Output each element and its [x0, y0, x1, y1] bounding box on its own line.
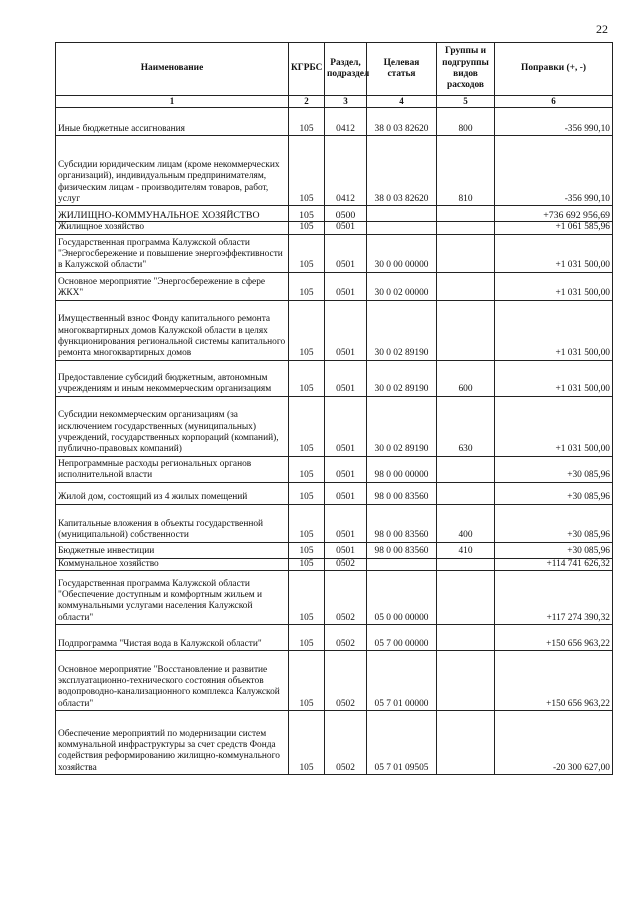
row-name: Бюджетные инвестиции: [56, 542, 289, 558]
row-target-article: 05 7 01 09505: [367, 711, 437, 775]
table-row: [56, 651, 613, 711]
row-target-article: 30 0 00 00000: [367, 234, 437, 272]
page-number: 22: [596, 22, 608, 36]
column-number: 5: [437, 96, 495, 108]
row-expense-group: 400: [437, 504, 495, 542]
row-section: 0501: [325, 234, 367, 272]
row-target-article: 98 0 00 83560: [367, 504, 437, 542]
row-target-article: 98 0 00 83560: [367, 482, 437, 504]
row-kgrbs: 105: [289, 571, 325, 625]
table-row: [56, 571, 613, 625]
row-section: 0501: [325, 456, 367, 482]
row-kgrbs: 105: [289, 558, 325, 570]
row-expense-group: 800: [437, 108, 495, 136]
row-expense-group: [437, 206, 495, 222]
row-kgrbs: 105: [289, 234, 325, 272]
row-amount: +736 692 956,69: [495, 206, 613, 222]
budget-amendments-table: [55, 42, 613, 775]
row-expense-group: [437, 222, 495, 234]
row-section: 0502: [325, 711, 367, 775]
row-section: 0502: [325, 571, 367, 625]
table-row: [56, 504, 613, 542]
row-kgrbs: 105: [289, 300, 325, 360]
row-expense-group: 810: [437, 136, 495, 206]
table-row: [56, 396, 613, 456]
row-expense-group: 630: [437, 396, 495, 456]
row-section: 0501: [325, 482, 367, 504]
header-kgrbs: КГРБС: [289, 43, 325, 96]
row-kgrbs: 105: [289, 625, 325, 651]
table-row: [56, 482, 613, 504]
row-kgrbs: 105: [289, 651, 325, 711]
row-amount: +1 031 500,00: [495, 396, 613, 456]
row-amount: +30 085,96: [495, 456, 613, 482]
row-section: 0500: [325, 206, 367, 222]
row-expense-group: [437, 234, 495, 272]
row-kgrbs: 105: [289, 136, 325, 206]
row-expense-group: [437, 482, 495, 504]
row-amount: +30 085,96: [495, 504, 613, 542]
column-number: 6: [495, 96, 613, 108]
row-target-article: 05 7 00 00000: [367, 625, 437, 651]
row-target-article: 30 0 02 89190: [367, 360, 437, 396]
row-name: Коммунальное хозяйство: [56, 558, 289, 570]
row-name: Обеспечение мероприятий по модернизации систем коммунальной инфраструктуры за счет средств Фонда содействия реформированию жилищно-коммунального хозяйства: [56, 711, 289, 775]
row-kgrbs: 105: [289, 456, 325, 482]
row-kgrbs: 105: [289, 542, 325, 558]
row-name: Капитальные вложения в объекты государственной (муниципальной) собственности: [56, 504, 289, 542]
table-row: [56, 272, 613, 300]
row-amount: +1 031 500,00: [495, 300, 613, 360]
row-name: Государственная программа Калужской области "Обеспечение доступным и комфортным жильем и коммунальными услугами населения Калужской области": [56, 571, 289, 625]
row-name: Жилищное хозяйство: [56, 222, 289, 234]
row-amount: +1 031 500,00: [495, 272, 613, 300]
table-row: [56, 136, 613, 206]
row-amount: +117 274 390,32: [495, 571, 613, 625]
row-expense-group: [437, 300, 495, 360]
row-expense-group: [437, 625, 495, 651]
row-name: Непрограммные расходы региональных органов исполнительной власти: [56, 456, 289, 482]
row-amount: +30 085,96: [495, 482, 613, 504]
row-section: 0501: [325, 396, 367, 456]
row-target-article: 30 0 02 89190: [367, 396, 437, 456]
table-row: [56, 542, 613, 558]
table-row: [56, 558, 613, 570]
row-name: Жилой дом, состоящий из 4 жилых помещений: [56, 482, 289, 504]
row-expense-group: [437, 651, 495, 711]
row-amount: +1 031 500,00: [495, 234, 613, 272]
row-name: Иные бюджетные ассигнования: [56, 108, 289, 136]
row-kgrbs: 105: [289, 711, 325, 775]
row-name: Предоставление субсидий бюджетным, автономным учреждениям и иным некоммерческим организациям: [56, 360, 289, 396]
row-name: Имущественный взнос Фонду капитального ремонта многоквартирных домов Калужской области в целях функционирования региональной системы капитального ремонта многоквартирных домов: [56, 300, 289, 360]
row-section: 0501: [325, 300, 367, 360]
row-amount: +150 656 963,22: [495, 651, 613, 711]
row-amount: +114 741 626,32: [495, 558, 613, 570]
row-kgrbs: 105: [289, 396, 325, 456]
table-row: [56, 108, 613, 136]
column-number: 3: [325, 96, 367, 108]
row-name: Основное мероприятие "Восстановление и развитие эксплуатационно-технического состояния объектов водопроводно-канализационного комплекса Калужской области": [56, 651, 289, 711]
row-section: 0412: [325, 108, 367, 136]
row-target-article: [367, 206, 437, 222]
row-section: 0502: [325, 558, 367, 570]
row-section: 0501: [325, 222, 367, 234]
row-kgrbs: 105: [289, 222, 325, 234]
row-amount: -356 990,10: [495, 136, 613, 206]
row-section: 0501: [325, 360, 367, 396]
row-kgrbs: 105: [289, 360, 325, 396]
header-amendments: Поправки (+, -): [495, 43, 613, 96]
table-row: [56, 625, 613, 651]
row-amount: +1 061 585,96: [495, 222, 613, 234]
row-name: Подпрограмма "Чистая вода в Калужской области": [56, 625, 289, 651]
row-target-article: 05 7 01 00000: [367, 651, 437, 711]
row-target-article: 30 0 02 89190: [367, 300, 437, 360]
row-section: 0501: [325, 272, 367, 300]
row-section: 0412: [325, 136, 367, 206]
row-amount: +1 031 500,00: [495, 360, 613, 396]
table-row: [56, 300, 613, 360]
row-expense-group: 600: [437, 360, 495, 396]
row-expense-group: [437, 272, 495, 300]
row-expense-group: [437, 456, 495, 482]
row-target-article: [367, 558, 437, 570]
row-amount: +150 656 963,22: [495, 625, 613, 651]
row-name: Государственная программа Калужской области "Энергосбережение и повышение энергоэффективности в Калужской области": [56, 234, 289, 272]
column-number: 2: [289, 96, 325, 108]
row-kgrbs: 105: [289, 482, 325, 504]
row-target-article: 38 0 03 82620: [367, 108, 437, 136]
row-kgrbs: 105: [289, 504, 325, 542]
row-kgrbs: 105: [289, 206, 325, 222]
row-amount: -20 300 627,00: [495, 711, 613, 775]
table-row: [56, 222, 613, 234]
header-name: Наименование: [56, 43, 289, 96]
table-row: [56, 711, 613, 775]
row-name: Субсидии юридическим лицам (кроме некоммерческих организаций), индивидуальным предпринимателям, физическим лицам - производителям товаров, работ, услуг: [56, 136, 289, 206]
row-target-article: 30 0 02 00000: [367, 272, 437, 300]
row-section: 0501: [325, 542, 367, 558]
row-section: 0501: [325, 504, 367, 542]
row-expense-group: [437, 711, 495, 775]
header-section: Раздел, подраздел: [325, 43, 367, 96]
row-section: 0502: [325, 625, 367, 651]
row-expense-group: 410: [437, 542, 495, 558]
row-expense-group: [437, 558, 495, 570]
row-name: Субсидии некоммерческим организациям (за исключением государственных (муниципальных) учреждений, государственных корпораций (компаний), публично-правовых компаний): [56, 396, 289, 456]
column-number: 1: [56, 96, 289, 108]
row-target-article: 05 0 00 00000: [367, 571, 437, 625]
header-expense-group: Группы и подгруппы видов расходов: [437, 43, 495, 96]
row-target-article: 98 0 00 83560: [367, 542, 437, 558]
column-number: 4: [367, 96, 437, 108]
row-section: 0502: [325, 651, 367, 711]
row-kgrbs: 105: [289, 272, 325, 300]
row-expense-group: [437, 571, 495, 625]
row-amount: +30 085,96: [495, 542, 613, 558]
row-name: ЖИЛИЩНО-КОММУНАЛЬНОЕ ХОЗЯЙСТВО: [56, 206, 289, 222]
row-target-article: [367, 222, 437, 234]
row-amount: -356 990,10: [495, 108, 613, 136]
table-row: [56, 360, 613, 396]
row-name: Основное мероприятие "Энергосбережение в сфере ЖКХ": [56, 272, 289, 300]
table-row: [56, 234, 613, 272]
row-target-article: 98 0 00 00000: [367, 456, 437, 482]
table-row: [56, 456, 613, 482]
table-row: [56, 206, 613, 222]
header-target-article: Целевая статья: [367, 43, 437, 96]
row-target-article: 38 0 03 82620: [367, 136, 437, 206]
row-kgrbs: 105: [289, 108, 325, 136]
